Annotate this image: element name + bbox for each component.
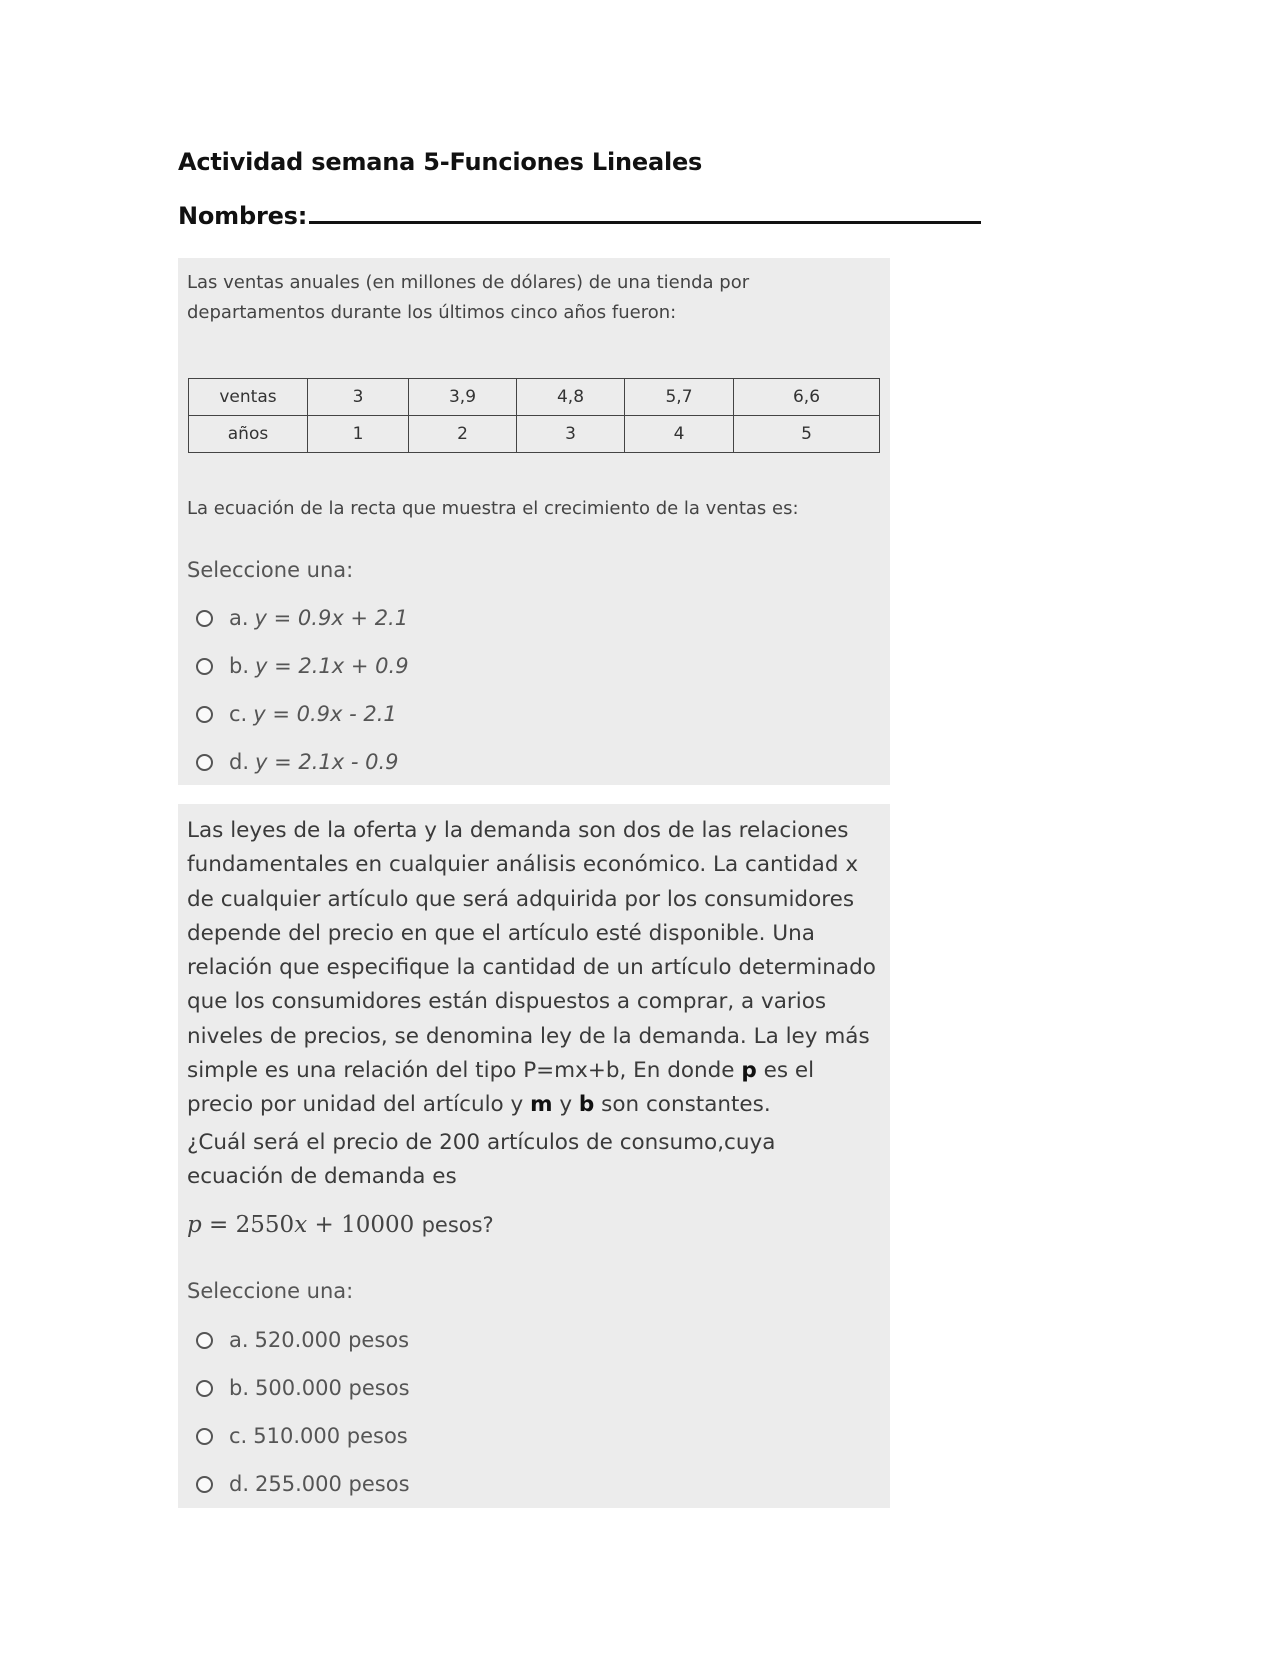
radio-icon[interactable] (196, 1380, 213, 1397)
formula-lhs: p (187, 1212, 202, 1238)
question-1-option-b[interactable] (196, 642, 409, 690)
table-cell: 5,7 (625, 379, 734, 416)
names-label: Nombres: (178, 202, 308, 230)
formula-plus: + (314, 1212, 334, 1238)
body-text: Las leyes de la oferta y la demanda son dos de las relaciones fundamentales en cualquier análisis económico. La cantidad x de cualquier artículo que será adquirida por los consumidores depende del precio en que el artículo esté disponible. Una relación que especifique la cantidad de un artículo determinado que los consumidores están dispuestos a comprar, a varios niveles de precios, se denomina ley de la demanda. La ley más simple es una relación del tipo P=mx+b, En donde (187, 818, 876, 1084)
table-cell: 4,8 (517, 379, 625, 416)
bold-term: p (741, 1058, 757, 1084)
option-text: y = 0.9x - 2.1 (253, 702, 397, 726)
bold-term: m (530, 1092, 553, 1118)
radio-icon[interactable] (196, 658, 213, 675)
option-letter: d. (229, 1472, 250, 1496)
question-1-card (178, 258, 890, 785)
question-1-select-label: Seleccione una: (187, 558, 354, 582)
table-cell: 6,6 (734, 379, 880, 416)
question-1-option-d[interactable] (196, 738, 409, 786)
option-letter: c. (229, 1424, 248, 1448)
question-2-card (178, 804, 890, 1508)
radio-icon[interactable] (196, 706, 213, 723)
table-row (189, 416, 880, 453)
table-cell: 5 (734, 416, 880, 453)
table-cell: 3 (517, 416, 625, 453)
question-2-question: ¿Cuál será el precio de 200 artículos de consumo,cuya ecuación de demanda es (187, 1130, 776, 1189)
question-1-intro: Las ventas anuales (en millones de dólares) de una tienda por departamentos durante los últimos cinco años fueron: (187, 272, 750, 323)
body-text: es el precio por unidad del artículo y (187, 1058, 815, 1118)
radio-icon[interactable] (196, 1476, 213, 1493)
question-1-option-a[interactable] (196, 594, 409, 642)
radio-icon[interactable] (196, 610, 213, 627)
question-2-option-c[interactable] (196, 1412, 410, 1460)
table-cell: 1 (308, 416, 409, 453)
table-cell: 4 (625, 416, 734, 453)
question-2-option-d[interactable] (196, 1460, 410, 1508)
question-1-option-c[interactable] (196, 690, 409, 738)
option-text: y = 0.9x + 2.1 (254, 606, 409, 630)
formula-equals: = (209, 1212, 229, 1238)
formula-unit: pesos? (421, 1213, 494, 1237)
question-1-options (196, 594, 409, 786)
option-text: 510.000 pesos (253, 1424, 408, 1448)
demand-formula (187, 1212, 494, 1238)
option-letter: b. (229, 654, 250, 678)
option-letter: d. (229, 750, 250, 774)
names-field (178, 202, 981, 230)
table-cell: 2 (409, 416, 517, 453)
option-text: 500.000 pesos (255, 1376, 410, 1400)
question-2-options (196, 1316, 410, 1508)
question-1-prompt: La ecuación de la recta que muestra el crecimiento de la ventas es: (187, 498, 799, 519)
option-text: y = 2.1x + 0.9 (255, 654, 409, 678)
sales-table (188, 378, 880, 453)
question-2-body (187, 814, 877, 1123)
bold-term: b (578, 1092, 595, 1118)
table-cell: 3 (308, 379, 409, 416)
table-cell: años (189, 416, 308, 453)
formula-variable: x (294, 1212, 308, 1238)
option-letter: c. (229, 702, 248, 726)
option-text: 255.000 pesos (255, 1472, 410, 1496)
table-cell: ventas (189, 379, 308, 416)
question-2-option-a[interactable] (196, 1316, 410, 1364)
question-2-select-label: Seleccione una: (187, 1279, 354, 1303)
option-letter: a. (229, 1328, 249, 1352)
body-text: son constantes. (594, 1092, 771, 1118)
table-cell: 3,9 (409, 379, 517, 416)
formula-constant: 10000 (341, 1212, 415, 1238)
option-text: 520.000 pesos (254, 1328, 410, 1352)
option-letter: b. (229, 1376, 250, 1400)
option-text: y = 2.1x - 0.9 (255, 750, 399, 774)
option-letter: a. (229, 606, 249, 630)
radio-icon[interactable] (196, 1428, 213, 1445)
question-2-option-b[interactable] (196, 1364, 410, 1412)
radio-icon[interactable] (196, 1332, 213, 1349)
body-text: y (552, 1092, 579, 1118)
table-row (189, 379, 880, 416)
names-blank-line[interactable] (309, 203, 981, 224)
radio-icon[interactable] (196, 754, 213, 771)
formula-coefficient: 2550 (235, 1212, 295, 1238)
document-title: Actividad semana 5-Funciones Lineales (178, 148, 703, 176)
